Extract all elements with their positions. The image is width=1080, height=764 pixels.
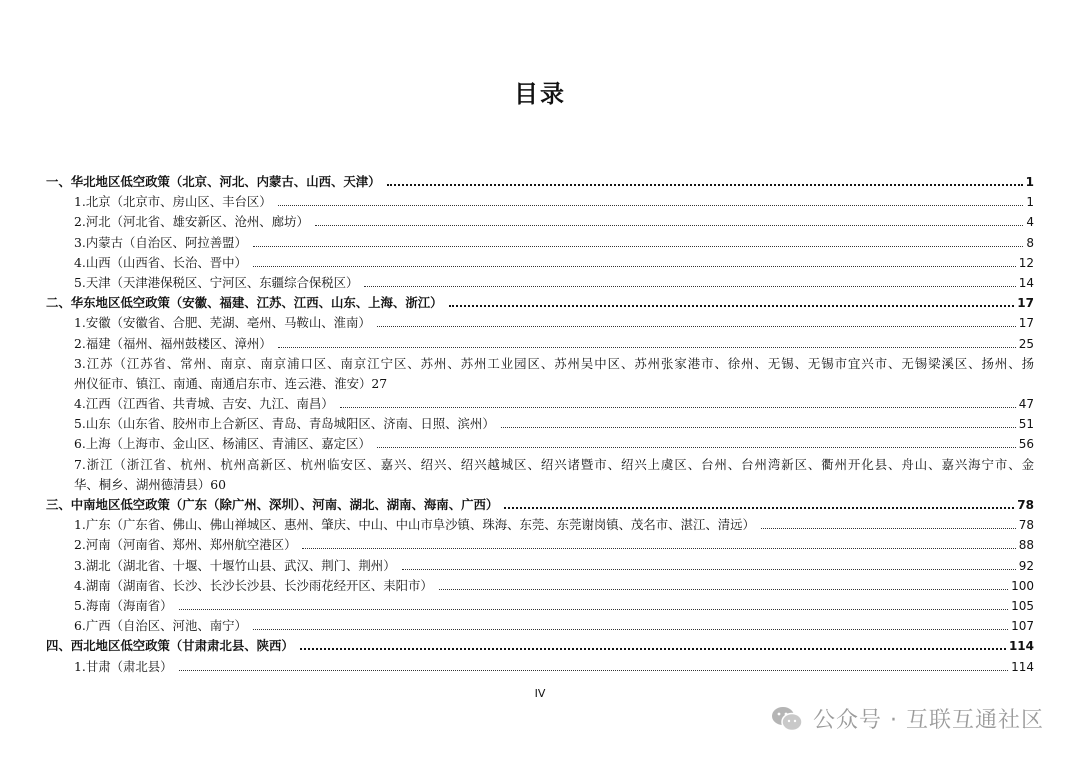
toc-entry[interactable] — [46, 515, 1034, 535]
toc-entry[interactable] — [46, 192, 1034, 212]
toc-entry[interactable] — [46, 596, 1034, 616]
toc-page-number: 27 — [371, 375, 388, 391]
toc-entry[interactable] — [46, 273, 1034, 293]
toc-entry-text: 1.北京（北京市、房山区、丰台区） — [74, 194, 272, 210]
toc-entry-text: 5.山东（山东省、胶州市上合新区、青岛、青岛城阳区、济南、日照、滨州） — [74, 416, 495, 432]
leader-dots — [340, 407, 1016, 408]
toc-entry-text: 5.天津（天津港保税区、宁河区、东疆综合保税区） — [74, 274, 359, 290]
toc-entry[interactable] — [46, 212, 1034, 232]
toc-entry-text: 一、华北地区低空政策（北京、河北、内蒙古、山西、天津） — [46, 174, 381, 189]
toc-entry-text: 6.上海（上海市、金山区、杨浦区、青浦区、嘉定区） — [74, 436, 371, 452]
toc-page-number: 14 — [1018, 275, 1034, 290]
leader-dots — [278, 347, 1016, 348]
toc-entry[interactable] — [46, 334, 1034, 354]
leader-dots — [253, 629, 1008, 630]
toc-section[interactable] — [46, 293, 1034, 313]
leader-dots — [300, 648, 1006, 650]
toc-page-number: 1 — [1026, 195, 1034, 210]
toc-entry[interactable] — [46, 576, 1034, 596]
toc-entry-text: 四、西北地区低空政策（甘肃肃北县、陕西） — [46, 638, 294, 654]
toc-entry-text: 2.福建（福州、福州鼓楼区、漳州） — [74, 335, 272, 351]
toc-entry-text: 2.河南（河南省、郑州、郑州航空港区） — [74, 537, 297, 553]
toc-entry-text-line1: 3.江苏（江苏省、常州、南京、南京浦口区、南京江宁区、苏州、苏州工业园区、苏州吴中区、苏州张家港市、徐州、无锡、无锡市宜兴市、无锡梁溪区、扬州、扬 — [74, 355, 1034, 371]
toc-page-number: 47 — [1018, 397, 1034, 412]
toc-page-number: 17 — [1017, 296, 1034, 311]
toc-entry-text-line1: 7.浙江（浙江省、杭州、杭州高新区、杭州临安区、嘉兴、绍兴、绍兴越城区、绍兴诸暨市、绍兴上虞区、台州、台州湾新区、衢州开化县、舟山、嘉兴海宁市、金 — [74, 456, 1034, 472]
toc-entry-text: 3.内蒙古（自治区、阿拉善盟） — [74, 234, 247, 250]
toc-page-number: 78 — [1017, 498, 1034, 513]
toc-entry[interactable] — [46, 535, 1034, 555]
toc-entry-text: 5.海南（海南省） — [74, 597, 173, 613]
toc-entry-text: 1.广东（广东省、佛山、佛山禅城区、惠州、肇庆、中山、中山市阜沙镇、珠海、东莞、东莞谢岗镇、茂名市、湛江、清远） — [74, 517, 755, 533]
toc-section[interactable] — [46, 636, 1034, 656]
table-of-contents — [46, 172, 1034, 677]
leader-dots — [315, 225, 1024, 226]
toc-section[interactable] — [46, 495, 1034, 515]
toc-entry-text: 二、华东地区低空政策（安徽、福建、江苏、江西、山东、上海、浙江） — [46, 295, 443, 311]
toc-entry[interactable] — [46, 616, 1034, 636]
toc-page-number: 100 — [1011, 578, 1034, 593]
leader-dots — [387, 184, 1023, 186]
wechat-icon — [771, 706, 803, 732]
toc-entry-text: 6.广西（自治区、河池、南宁） — [74, 618, 247, 634]
leader-dots — [449, 305, 1015, 307]
toc-page-number: 25 — [1018, 336, 1034, 351]
toc-entry[interactable] — [46, 414, 1034, 434]
toc-page-number: 92 — [1018, 558, 1034, 573]
leader-dots — [402, 569, 1016, 570]
toc-section[interactable] — [46, 172, 1034, 192]
leader-dots — [761, 528, 1016, 529]
toc-page-number: 114 — [1011, 659, 1034, 674]
toc-page-number: 8 — [1026, 235, 1034, 250]
toc-page-number: 107 — [1011, 619, 1034, 634]
toc-page-number: 1 — [1025, 175, 1034, 189]
toc-entry-text: 1.甘肃（肃北县） — [74, 658, 173, 674]
leader-dots — [179, 670, 1009, 671]
toc-page-number: 12 — [1018, 255, 1034, 270]
leader-dots — [253, 246, 1023, 247]
toc-entry[interactable] — [46, 394, 1034, 414]
leader-dots — [439, 589, 1008, 590]
toc-entry[interactable] — [46, 455, 1034, 495]
toc-page-number: 51 — [1018, 417, 1034, 432]
toc-entry-text: 4.湖南（湖南省、长沙、长沙长沙县、长沙雨花经开区、耒阳市） — [74, 577, 433, 593]
toc-entry-text: 2.河北（河北省、雄安新区、沧州、廊坊） — [74, 214, 309, 230]
toc-page-number: 105 — [1011, 598, 1034, 613]
leader-dots — [253, 266, 1016, 267]
toc-page-number: 56 — [1018, 437, 1034, 452]
page-number: IV — [534, 687, 546, 700]
leader-dots — [501, 427, 1016, 428]
toc-entry[interactable] — [46, 434, 1034, 454]
leader-dots — [364, 286, 1015, 287]
toc-entry[interactable] — [46, 253, 1034, 273]
toc-entry-text: 4.山西（山西省、长治、晋中） — [74, 254, 247, 270]
toc-entry-text: 4.江西（江西省、共青城、吉安、九江、南昌） — [74, 396, 334, 412]
toc-entry-text: 三、中南地区低空政策（广东（除广州、深圳）、河南、湖北、湖南、海南、广西） — [46, 497, 499, 513]
toc-entry-text-line2: 华、桐乡、湖州德清县） — [74, 476, 211, 492]
toc-page-number: 4 — [1026, 215, 1034, 230]
leader-dots — [179, 609, 1009, 610]
toc-entry-text-line2: 州仪征市、镇江、南通、南通启东市、连云港、淮安） — [74, 375, 372, 391]
toc-entry-text: 3.湖北（湖北省、十堰、十堰竹山县、武汉、荆门、荆州） — [74, 557, 396, 573]
toc-page-number: 60 — [210, 476, 227, 492]
leader-dots — [278, 205, 1024, 206]
leader-dots — [504, 507, 1014, 509]
toc-entry[interactable] — [46, 556, 1034, 576]
toc-page-number: 88 — [1018, 538, 1034, 553]
toc-page-number: 78 — [1018, 518, 1034, 533]
watermark-text: 公众号 · 互联互通社区 — [813, 708, 1044, 733]
toc-page-number: 17 — [1018, 316, 1034, 331]
toc-entry[interactable] — [46, 354, 1034, 394]
toc-entry[interactable] — [46, 233, 1034, 253]
toc-entry[interactable] — [46, 657, 1034, 677]
leader-dots — [302, 548, 1015, 549]
toc-page-number: 114 — [1008, 639, 1034, 654]
page-title: 目录 — [514, 80, 566, 108]
leader-dots — [377, 326, 1016, 327]
toc-entry[interactable] — [46, 313, 1034, 333]
toc-entry-text: 1.安徽（安徽省、合肥、芜湖、亳州、马鞍山、淮南） — [74, 315, 371, 331]
leader-dots — [377, 447, 1016, 448]
watermark — [771, 703, 1044, 734]
